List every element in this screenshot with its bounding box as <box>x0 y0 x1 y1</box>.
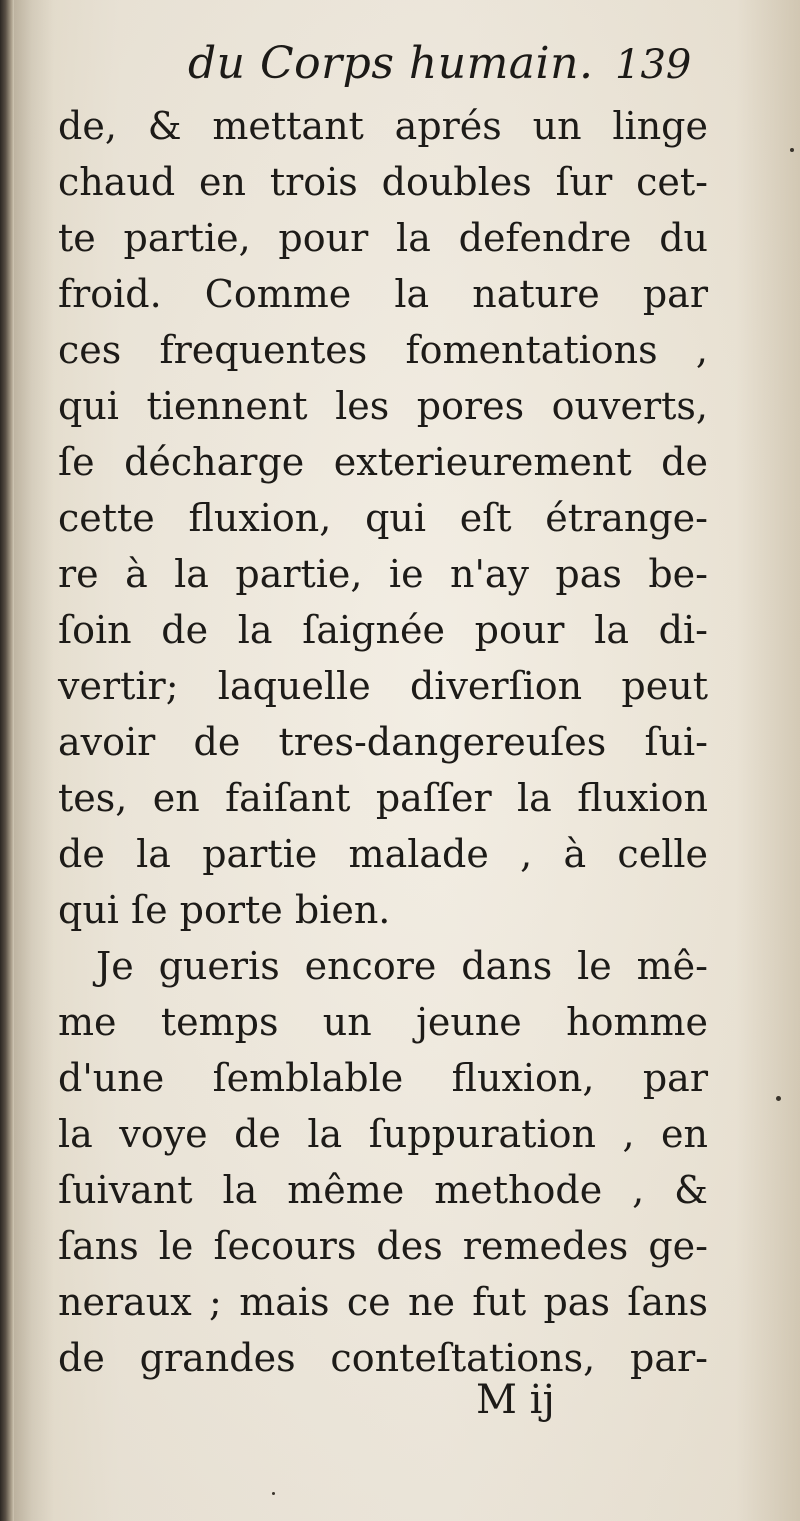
text-line-paragraph-end: qui ſe porte bien. <box>58 888 391 932</box>
text-line: chaud en trois doubles ſur cet- <box>58 160 708 204</box>
text-line: re à la partie, ie n'ay pas be- <box>58 552 708 596</box>
text-line: d'une ſemblable fluxion, par <box>58 1056 708 1100</box>
text-line: la voye de la ſuppuration , en <box>58 1112 708 1156</box>
text-line-paragraph-start: Je gueris encore dans le mê- <box>96 944 708 988</box>
text-line: neraux ; mais ce ne fut pas ſans <box>58 1280 708 1324</box>
text-line: de la partie malade , à celle <box>58 832 708 876</box>
text-line: tes, en faiſant paſſer la fluxion <box>58 776 708 820</box>
text-line: ces frequentes fomentations , <box>58 328 708 372</box>
text-line: vertir; laquelle diverſion peut <box>58 664 708 708</box>
binding-gutter <box>0 0 14 1521</box>
text-line: cette fluxion, qui eſt étrange- <box>58 496 708 540</box>
text-line: me temps un jeune homme <box>58 1000 708 1044</box>
text-line: ſe décharge exterieurement de <box>58 440 708 484</box>
page-number: 139 <box>615 42 692 88</box>
text-line: de, & mettant aprés un linge <box>58 104 708 148</box>
fold-shadow <box>14 0 54 1521</box>
text-line: avoir de tres-dangereuſes ſui- <box>58 720 708 764</box>
text-line: ſans le ſecours des remedes ge- <box>58 1224 708 1268</box>
paper-speck <box>272 1492 275 1495</box>
running-head <box>60 34 720 104</box>
running-title: du Corps humain. <box>188 38 594 89</box>
text-line: ſoin de la ſaignée pour la di- <box>58 608 708 652</box>
text-line: de grandes conteſtations, par- <box>58 1336 708 1380</box>
paper-speck <box>790 148 794 152</box>
text-line: qui tiennent les pores ouverts, <box>58 384 708 428</box>
text-line: froid. Comme la nature par <box>58 272 708 316</box>
text-line: ſuivant la même methode , & <box>58 1168 708 1212</box>
signature-mark: M ij <box>476 1377 555 1423</box>
text-line: te partie, pour la defendre du <box>58 216 708 260</box>
paper-speck <box>776 1096 781 1101</box>
